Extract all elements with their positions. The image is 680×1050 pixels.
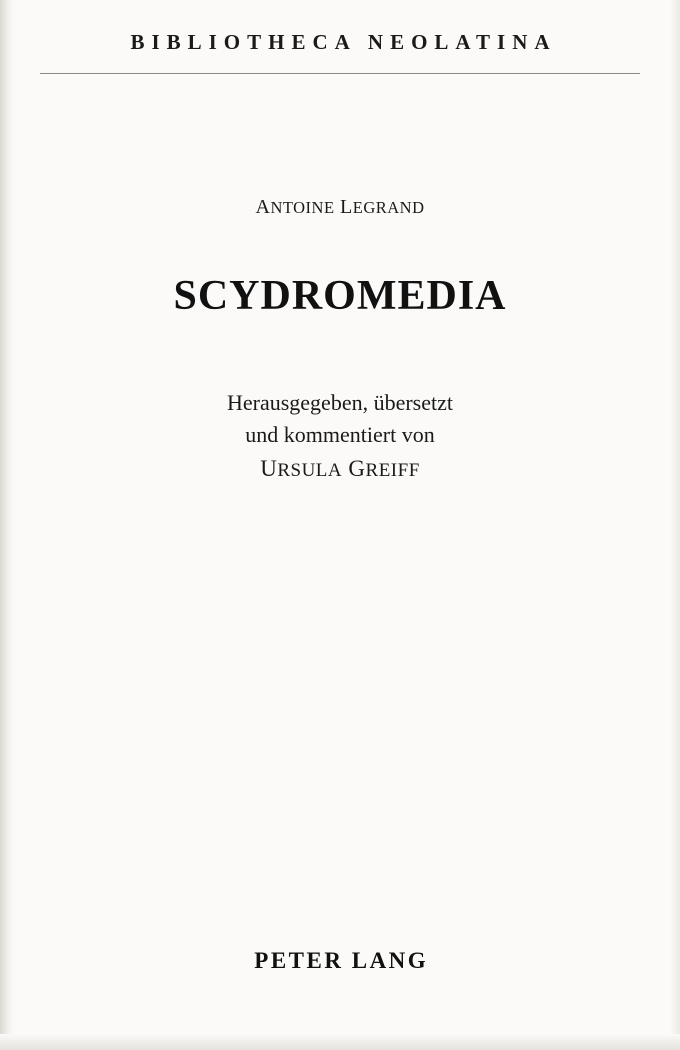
editor-name	[0, 456, 680, 482]
editor-first-rest: RSULA	[277, 460, 343, 481]
series-title: BIBLIOTHECA NEOLATINA	[130, 30, 557, 54]
author-name	[0, 196, 680, 219]
editor-last-rest: REIFF	[365, 460, 420, 481]
header-divider	[40, 73, 640, 74]
publisher-name: PETER LANG	[254, 948, 429, 973]
contribution-line-2: und kommentiert von	[245, 422, 435, 447]
contribution-line-1: Herausgegeben, übersetzt	[226, 390, 453, 415]
contribution-block	[0, 388, 680, 482]
page-edge-shadow-right	[670, 0, 680, 1050]
page-edge-shadow-bottom	[0, 1034, 680, 1050]
author-last-rest: EGRAND	[352, 198, 425, 217]
author-initial-first: A	[255, 196, 271, 218]
author-initial-last: L	[340, 196, 353, 218]
page-title: SCYDROMEDIA	[173, 273, 507, 319]
author-first-rest: NTOINE	[270, 198, 335, 217]
page-edge-shadow-left	[0, 0, 14, 1050]
editor-initial-last: G	[348, 456, 366, 481]
editor-initial-first: U	[260, 456, 278, 481]
